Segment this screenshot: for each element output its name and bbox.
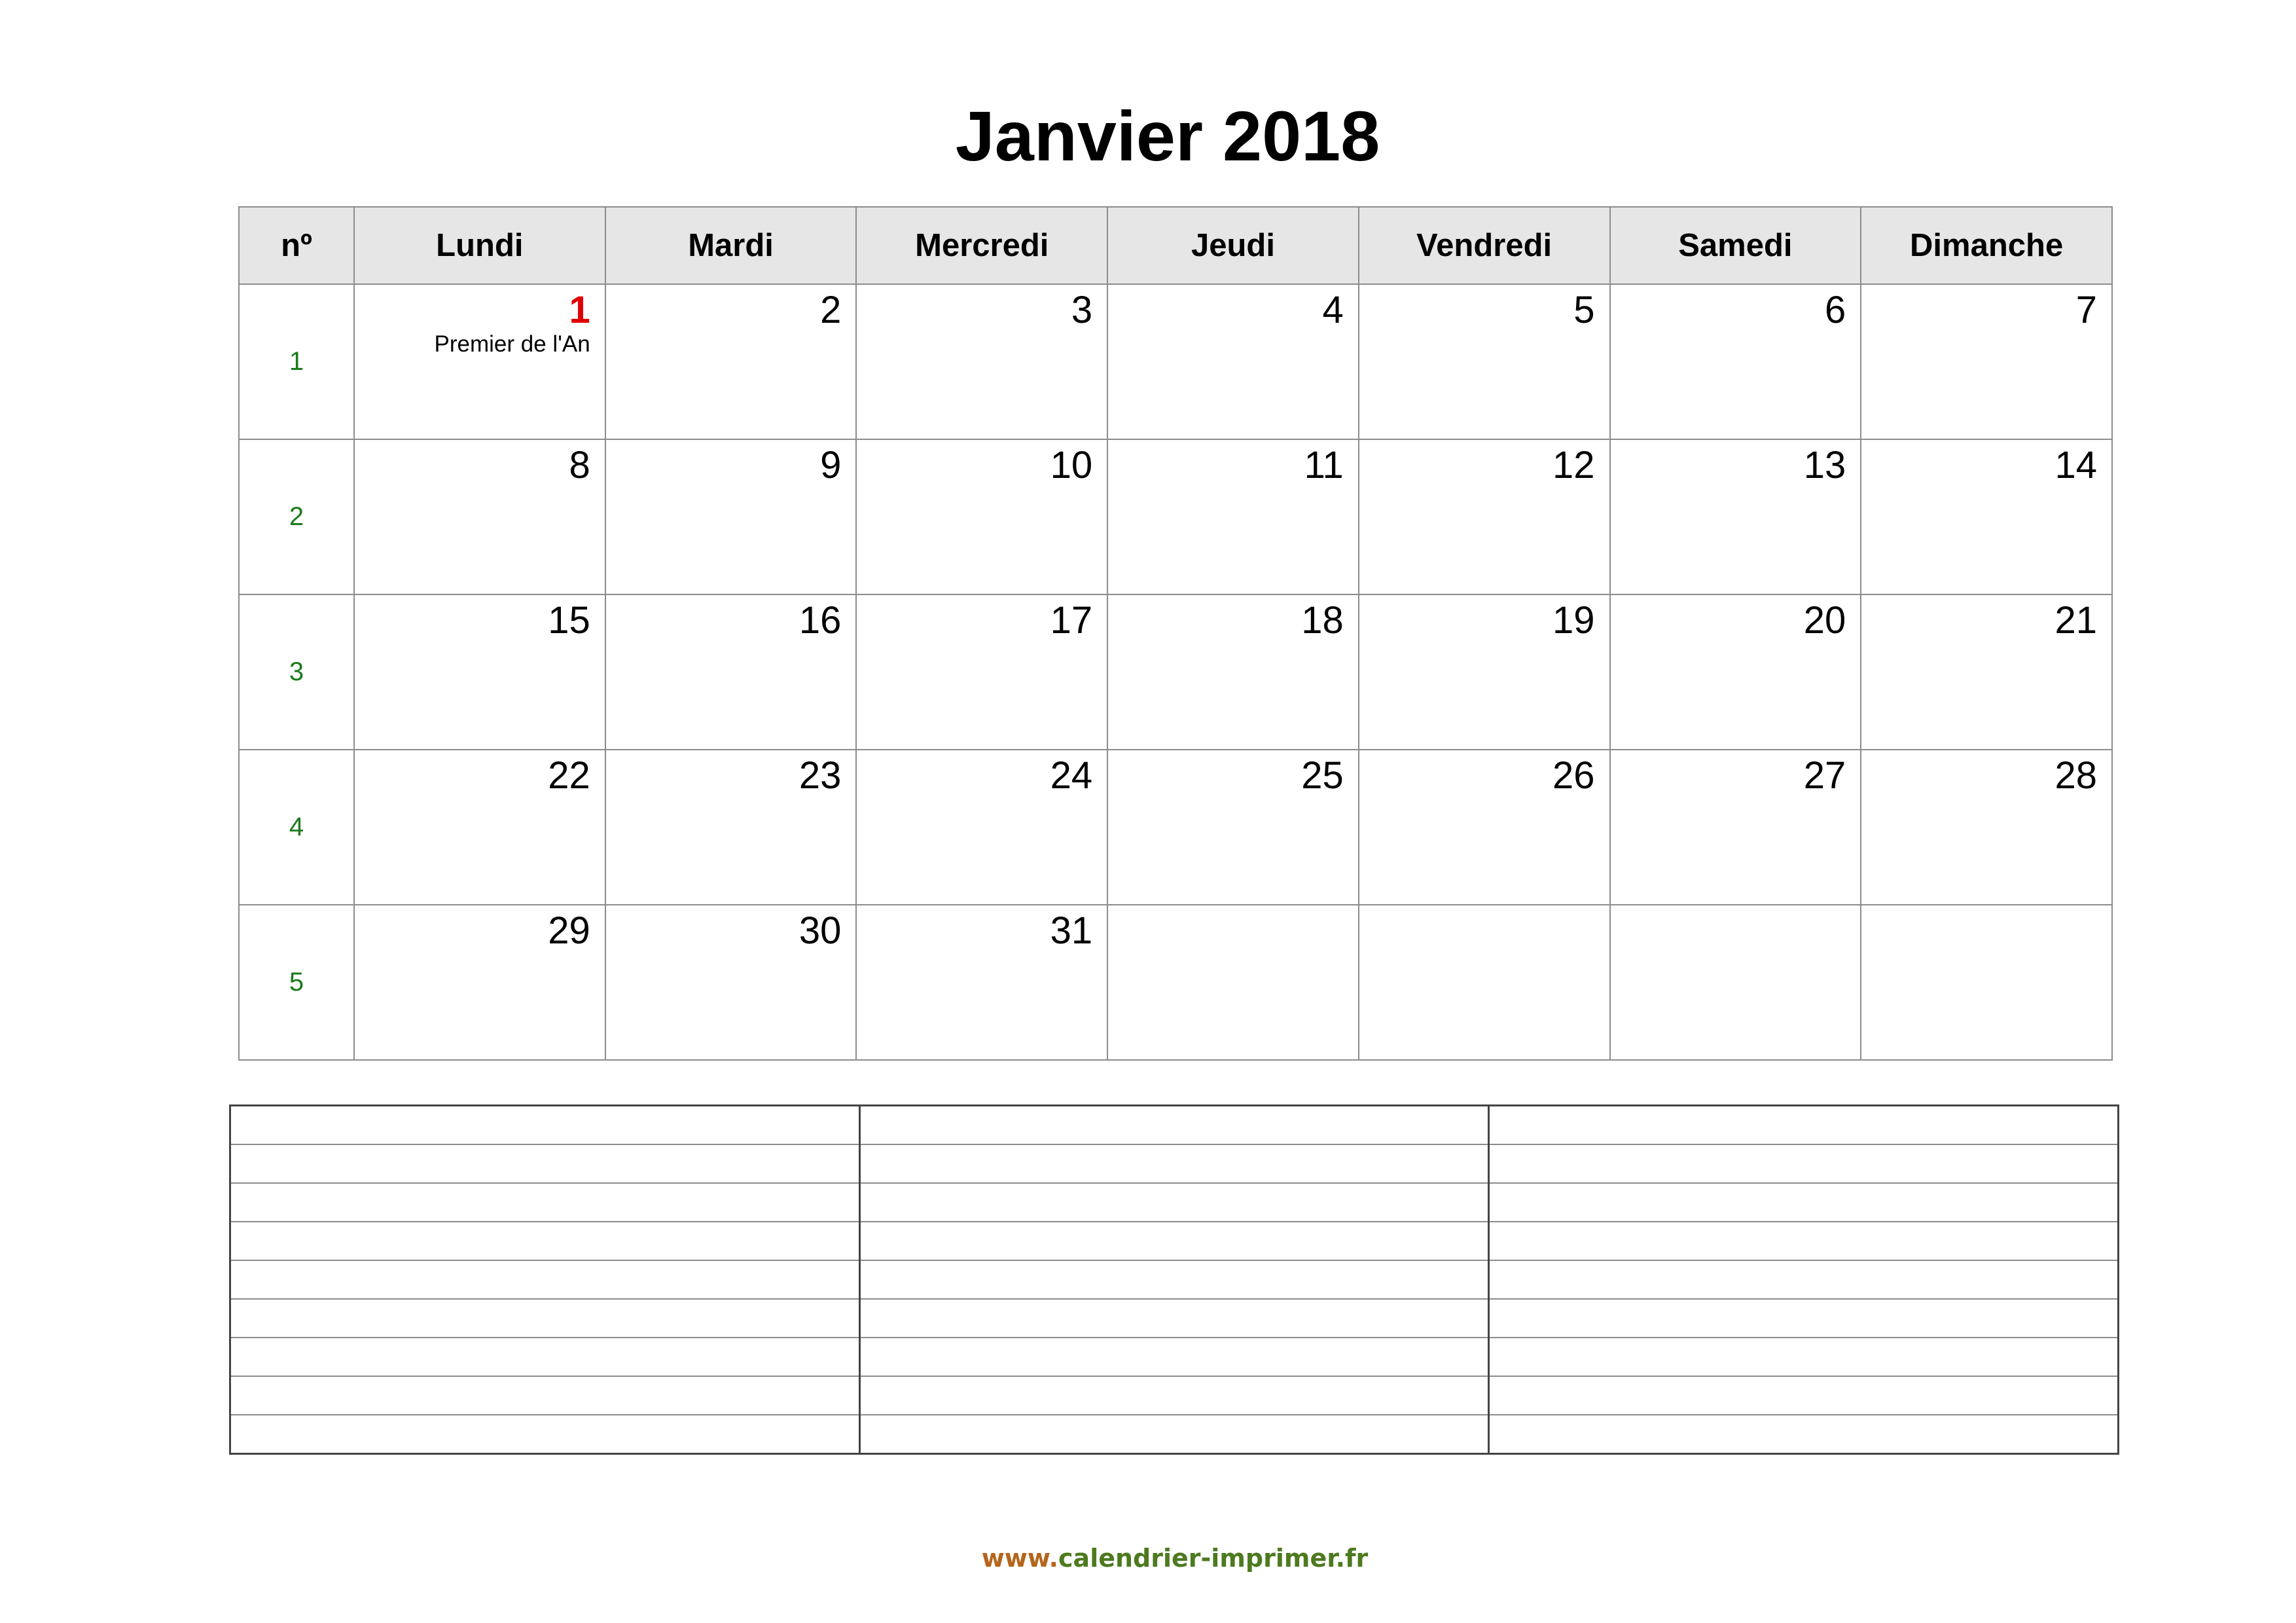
day-cell-empty [1610, 905, 1861, 1060]
footer-domain: calendrier-imprimer.fr [1058, 1544, 1369, 1573]
day-number: 31 [1050, 909, 1093, 952]
header-lundi: Lundi [354, 207, 605, 284]
week-number: 4 [239, 750, 354, 905]
day-cell [856, 284, 1107, 439]
header-jeudi: Jeudi [1107, 207, 1359, 284]
day-number: 2 [820, 289, 842, 331]
notes-cell[interactable] [1489, 1260, 2119, 1299]
week-row [239, 439, 2112, 594]
day-cell [354, 905, 605, 1060]
notes-row [230, 1183, 2119, 1222]
day-number: 27 [1803, 754, 1846, 797]
day-cell [1861, 284, 2112, 439]
week-number: 1 [239, 284, 354, 439]
notes-cell[interactable] [230, 1299, 860, 1338]
day-cell [605, 750, 857, 905]
day-cell [1107, 284, 1359, 439]
day-cell [1610, 284, 1861, 439]
notes-cell[interactable] [859, 1144, 1489, 1183]
header-mercredi: Mercredi [856, 207, 1107, 284]
notes-cell[interactable] [859, 1260, 1489, 1299]
notes-cell[interactable] [1489, 1338, 2119, 1376]
day-cell [1107, 439, 1359, 594]
notes-cell[interactable] [1489, 1415, 2119, 1454]
day-number: 21 [2054, 599, 2097, 642]
day-number: 17 [1050, 599, 1093, 642]
footer-www: www. [981, 1544, 1059, 1573]
day-number: 7 [2075, 289, 2097, 331]
day-cell-empty [1107, 905, 1359, 1060]
day-cell [605, 439, 857, 594]
notes-cell[interactable] [859, 1299, 1489, 1338]
day-cell [1861, 439, 2112, 594]
calendar-grid [238, 206, 2113, 1061]
day-cell [354, 594, 605, 750]
notes-cell[interactable] [1489, 1183, 2119, 1222]
day-cell [1107, 594, 1359, 750]
notes-row [230, 1376, 2119, 1415]
notes-cell[interactable] [1489, 1106, 2119, 1145]
day-cell [1359, 594, 1610, 750]
day-number: 3 [1071, 289, 1093, 331]
notes-cell[interactable] [230, 1106, 860, 1145]
day-number: 15 [548, 599, 590, 642]
day-number: 16 [798, 599, 842, 642]
notes-cell[interactable] [1489, 1299, 2119, 1338]
day-cell [354, 439, 605, 594]
notes-row [230, 1338, 2119, 1376]
notes-cell[interactable] [230, 1376, 860, 1415]
day-number-holiday: 1 [569, 289, 590, 331]
notes-row [230, 1260, 2119, 1299]
day-cell-empty [1861, 905, 2112, 1060]
day-number: 6 [1824, 289, 1846, 331]
day-number: 19 [1552, 599, 1595, 642]
day-number: 26 [1552, 754, 1595, 797]
day-number: 24 [1050, 754, 1093, 797]
day-cell [605, 905, 857, 1060]
week-row [239, 905, 2112, 1060]
day-cell [1861, 750, 2112, 905]
day-cell [1610, 439, 1861, 594]
notes-cell[interactable] [859, 1183, 1489, 1222]
header-vendredi: Vendredi [1359, 207, 1610, 284]
day-number: 18 [1301, 599, 1344, 642]
notes-cell[interactable] [1489, 1376, 2119, 1415]
notes-cell[interactable] [859, 1338, 1489, 1376]
header-dimanche: Dimanche [1861, 207, 2112, 284]
page-title: Janvier 2018 [955, 96, 1380, 175]
day-cell [605, 594, 857, 750]
day-cell [354, 750, 605, 905]
notes-row [230, 1106, 2119, 1145]
day-number: 10 [1050, 444, 1093, 486]
header-mardi: Mardi [605, 207, 857, 284]
footer-url[interactable] [0, 1544, 2296, 1573]
notes-row [230, 1222, 2119, 1260]
notes-cell[interactable] [230, 1144, 860, 1183]
day-number: 29 [548, 909, 590, 952]
weekday-header-row [239, 207, 2112, 284]
notes-cell[interactable] [1489, 1144, 2119, 1183]
day-cell [1359, 439, 1610, 594]
day-cell-empty [1359, 905, 1610, 1060]
day-number: 5 [1573, 289, 1595, 331]
holiday-label: Premier de l'An [434, 331, 590, 357]
day-number: 4 [1322, 289, 1344, 331]
day-number: 9 [820, 444, 842, 486]
notes-cell[interactable] [230, 1183, 860, 1222]
week-number: 2 [239, 439, 354, 594]
day-number: 23 [798, 754, 842, 797]
notes-row [230, 1144, 2119, 1183]
header-week-number: nº [239, 207, 354, 284]
week-number: 5 [239, 905, 354, 1060]
day-cell [856, 750, 1107, 905]
week-row [239, 750, 2112, 905]
notes-row [230, 1299, 2119, 1338]
notes-cell[interactable] [230, 1338, 860, 1376]
notes-cell[interactable] [230, 1415, 860, 1454]
week-row [239, 284, 2112, 439]
day-cell [1861, 594, 2112, 750]
day-cell [1610, 750, 1861, 905]
header-samedi: Samedi [1610, 207, 1861, 284]
notes-cell[interactable] [859, 1376, 1489, 1415]
day-number: 8 [569, 444, 590, 486]
notes-grid [229, 1104, 2119, 1455]
day-cell [856, 594, 1107, 750]
notes-cell[interactable] [859, 1415, 1489, 1454]
notes-row [230, 1415, 2119, 1454]
day-number: 13 [1803, 444, 1846, 486]
day-number: 20 [1803, 599, 1846, 642]
day-number: 12 [1552, 444, 1595, 486]
day-number: 28 [2054, 754, 2097, 797]
day-number: 25 [1301, 754, 1344, 797]
day-number: 30 [798, 909, 842, 952]
day-cell [1359, 284, 1610, 439]
day-cell [354, 284, 605, 439]
day-number: 14 [2054, 444, 2097, 486]
day-number: 11 [1304, 444, 1344, 486]
notes-cell[interactable] [230, 1222, 860, 1260]
day-cell [856, 905, 1107, 1060]
notes-cell[interactable] [859, 1222, 1489, 1260]
day-cell [1359, 750, 1610, 905]
notes-cell[interactable] [859, 1106, 1489, 1145]
day-cell [1107, 750, 1359, 905]
notes-cell[interactable] [1489, 1222, 2119, 1260]
week-row [239, 594, 2112, 750]
day-number: 22 [548, 754, 590, 797]
notes-cell[interactable] [230, 1260, 860, 1299]
day-cell [1610, 594, 1861, 750]
day-cell [856, 439, 1107, 594]
week-number: 3 [239, 594, 354, 750]
day-cell [605, 284, 857, 439]
